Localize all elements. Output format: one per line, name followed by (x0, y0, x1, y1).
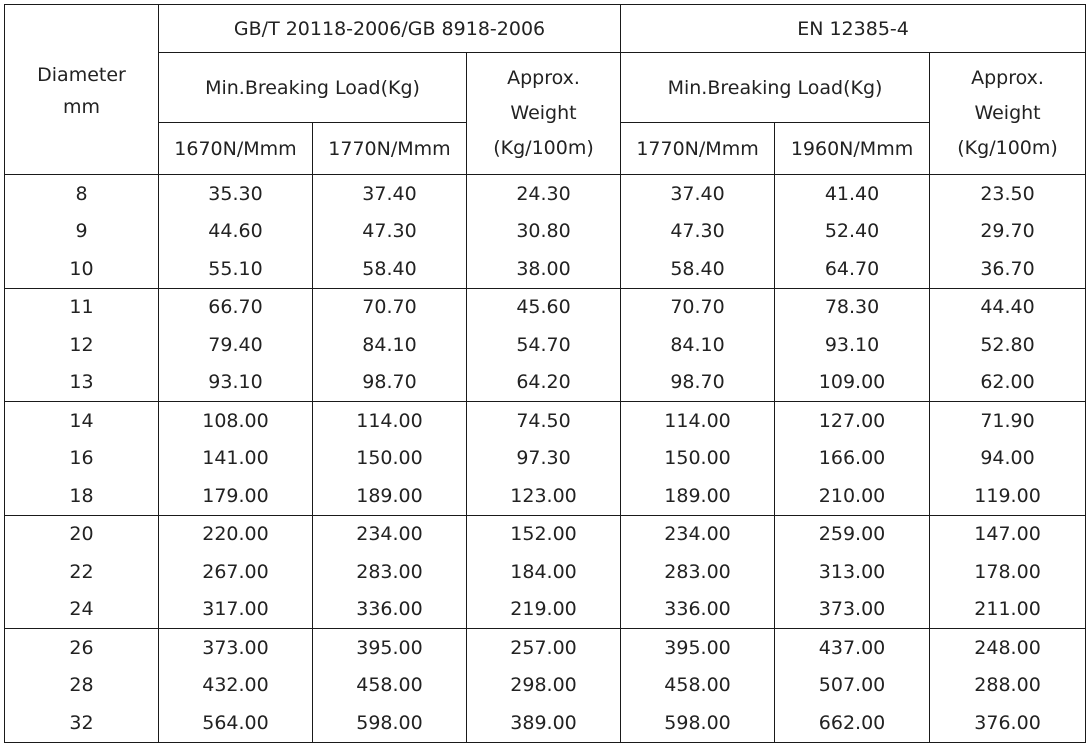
en-1770-cell: 598.00 (621, 704, 775, 742)
en-1770-cell: 458.00 (621, 667, 775, 705)
gb-1670-cell: 35.30 (159, 175, 313, 213)
en-1770-cell: 70.70 (621, 288, 775, 326)
gb-1770-cell: 234.00 (313, 515, 467, 553)
gb-breaking-load-header: Min.Breaking Load(Kg) (159, 53, 467, 123)
gb-weight-header (467, 53, 621, 175)
gb-1770-cell: 70.70 (313, 288, 467, 326)
en-weight-line1: Approx. (971, 67, 1044, 89)
table-row (5, 326, 1086, 364)
diameter-cell: 12 (5, 326, 159, 364)
diameter-cell: 32 (5, 704, 159, 742)
gb-1670-cell: 564.00 (159, 704, 313, 742)
table-row (5, 175, 1086, 213)
en-weight-cell: 178.00 (930, 553, 1086, 591)
gb-1770-cell: 598.00 (313, 704, 467, 742)
diameter-cell: 9 (5, 213, 159, 251)
en-1960-cell: 127.00 (775, 402, 930, 440)
gb-1670-cell: 93.10 (159, 364, 313, 402)
gb-weight-line1: Approx. (507, 67, 580, 89)
gb-1670-cell: 432.00 (159, 667, 313, 705)
standard-gb-header: GB/T 20118-2006/GB 8918-2006 (159, 5, 621, 53)
standard-en-header: EN 12385-4 (621, 5, 1086, 53)
en-1960-cell: 93.10 (775, 326, 930, 364)
gb-1670-cell: 79.40 (159, 326, 313, 364)
gb-grade-1670-header: 1670N/Mmm (159, 123, 313, 175)
en-weight-cell: 52.80 (930, 326, 1086, 364)
gb-weight-cell: 123.00 (467, 477, 621, 515)
diameter-cell: 20 (5, 515, 159, 553)
diameter-cell: 13 (5, 364, 159, 402)
en-1770-cell: 47.30 (621, 213, 775, 251)
en-1960-cell: 78.30 (775, 288, 930, 326)
gb-weight-cell: 97.30 (467, 440, 621, 478)
gb-weight-cell: 30.80 (467, 213, 621, 251)
gb-grade-1770-header: 1770N/Mmm (313, 123, 467, 175)
gb-weight-cell: 152.00 (467, 515, 621, 553)
en-weight-cell: 71.90 (930, 402, 1086, 440)
gb-1770-cell: 47.30 (313, 213, 467, 251)
en-1960-cell: 259.00 (775, 515, 930, 553)
en-breaking-load-header: Min.Breaking Load(Kg) (621, 53, 930, 123)
gb-1670-cell: 66.70 (159, 288, 313, 326)
en-1960-cell: 373.00 (775, 591, 930, 629)
en-1770-cell: 234.00 (621, 515, 775, 553)
en-1770-cell: 84.10 (621, 326, 775, 364)
en-1960-cell: 313.00 (775, 553, 930, 591)
diameter-cell: 16 (5, 440, 159, 478)
diameter-cell: 10 (5, 250, 159, 288)
table-row (5, 629, 1086, 667)
diameter-header-line1: Diameter (37, 63, 126, 86)
gb-weight-cell: 64.20 (467, 364, 621, 402)
gb-1770-cell: 37.40 (313, 175, 467, 213)
gb-1770-cell: 58.40 (313, 250, 467, 288)
en-weight-cell: 288.00 (930, 667, 1086, 705)
en-1960-cell: 507.00 (775, 667, 930, 705)
en-1770-cell: 189.00 (621, 477, 775, 515)
en-1960-cell: 41.40 (775, 175, 930, 213)
wire-rope-spec-table (4, 4, 1086, 743)
gb-weight-cell: 184.00 (467, 553, 621, 591)
diameter-cell: 28 (5, 667, 159, 705)
en-1770-cell: 336.00 (621, 591, 775, 629)
gb-1670-cell: 55.10 (159, 250, 313, 288)
table-body (5, 175, 1086, 743)
en-1770-cell: 283.00 (621, 553, 775, 591)
gb-1670-cell: 317.00 (159, 591, 313, 629)
gb-weight-cell: 54.70 (467, 326, 621, 364)
gb-weight-cell: 38.00 (467, 250, 621, 288)
en-weight-cell: 62.00 (930, 364, 1086, 402)
gb-1770-cell: 150.00 (313, 440, 467, 478)
diameter-cell: 24 (5, 591, 159, 629)
diameter-cell: 22 (5, 553, 159, 591)
gb-1670-cell: 373.00 (159, 629, 313, 667)
gb-1670-cell: 179.00 (159, 477, 313, 515)
table-row (5, 364, 1086, 402)
en-weight-cell: 29.70 (930, 213, 1086, 251)
diameter-cell: 11 (5, 288, 159, 326)
en-1960-cell: 662.00 (775, 704, 930, 742)
gb-1770-cell: 283.00 (313, 553, 467, 591)
gb-1770-cell: 189.00 (313, 477, 467, 515)
gb-1770-cell: 395.00 (313, 629, 467, 667)
gb-weight-line3: (Kg/100m) (493, 137, 594, 159)
en-1960-cell: 64.70 (775, 250, 930, 288)
diameter-cell: 26 (5, 629, 159, 667)
table-row (5, 667, 1086, 705)
en-1960-cell: 210.00 (775, 477, 930, 515)
gb-1770-cell: 98.70 (313, 364, 467, 402)
gb-1670-cell: 267.00 (159, 553, 313, 591)
gb-1770-cell: 336.00 (313, 591, 467, 629)
diameter-cell: 14 (5, 402, 159, 440)
table-row (5, 591, 1086, 629)
en-weight-cell: 119.00 (930, 477, 1086, 515)
en-1960-cell: 52.40 (775, 213, 930, 251)
en-weight-cell: 23.50 (930, 175, 1086, 213)
gb-weight-cell: 389.00 (467, 704, 621, 742)
gb-weight-cell: 74.50 (467, 402, 621, 440)
en-weight-header (930, 53, 1086, 175)
gb-weight-cell: 45.60 (467, 288, 621, 326)
en-1770-cell: 150.00 (621, 440, 775, 478)
table-row (5, 250, 1086, 288)
gb-weight-cell: 298.00 (467, 667, 621, 705)
diameter-header-line2: mm (62, 95, 101, 118)
gb-1770-cell: 114.00 (313, 402, 467, 440)
en-1770-cell: 98.70 (621, 364, 775, 402)
table-row (5, 402, 1086, 440)
table-row (5, 553, 1086, 591)
wire-rope-spec-table-container (4, 4, 1086, 743)
en-1960-cell: 166.00 (775, 440, 930, 478)
en-1770-cell: 58.40 (621, 250, 775, 288)
en-1960-cell: 109.00 (775, 364, 930, 402)
gb-1670-cell: 220.00 (159, 515, 313, 553)
en-grade-1960-header: 1960N/Mmm (775, 123, 930, 175)
gb-weight-cell: 219.00 (467, 591, 621, 629)
table-row (5, 213, 1086, 251)
gb-1770-cell: 84.10 (313, 326, 467, 364)
en-weight-cell: 94.00 (930, 440, 1086, 478)
gb-1670-cell: 44.60 (159, 213, 313, 251)
table-header (5, 5, 1086, 175)
en-grade-1770-header: 1770N/Mmm (621, 123, 775, 175)
gb-1770-cell: 458.00 (313, 667, 467, 705)
en-weight-cell: 211.00 (930, 591, 1086, 629)
gb-1670-cell: 108.00 (159, 402, 313, 440)
en-weight-cell: 44.40 (930, 288, 1086, 326)
en-1770-cell: 114.00 (621, 402, 775, 440)
en-weight-cell: 248.00 (930, 629, 1086, 667)
en-weight-cell: 147.00 (930, 515, 1086, 553)
table-row (5, 477, 1086, 515)
table-row (5, 515, 1086, 553)
en-1770-cell: 37.40 (621, 175, 775, 213)
gb-weight-cell: 24.30 (467, 175, 621, 213)
diameter-header (5, 5, 159, 175)
en-1770-cell: 395.00 (621, 629, 775, 667)
table-row (5, 288, 1086, 326)
en-weight-line2: Weight (974, 102, 1041, 124)
diameter-cell: 8 (5, 175, 159, 213)
table-row (5, 704, 1086, 742)
en-weight-cell: 376.00 (930, 704, 1086, 742)
table-row (5, 440, 1086, 478)
en-weight-line3: (Kg/100m) (957, 137, 1058, 159)
gb-1670-cell: 141.00 (159, 440, 313, 478)
diameter-cell: 18 (5, 477, 159, 515)
en-weight-cell: 36.70 (930, 250, 1086, 288)
gb-weight-cell: 257.00 (467, 629, 621, 667)
en-1960-cell: 437.00 (775, 629, 930, 667)
gb-weight-line2: Weight (510, 102, 577, 124)
